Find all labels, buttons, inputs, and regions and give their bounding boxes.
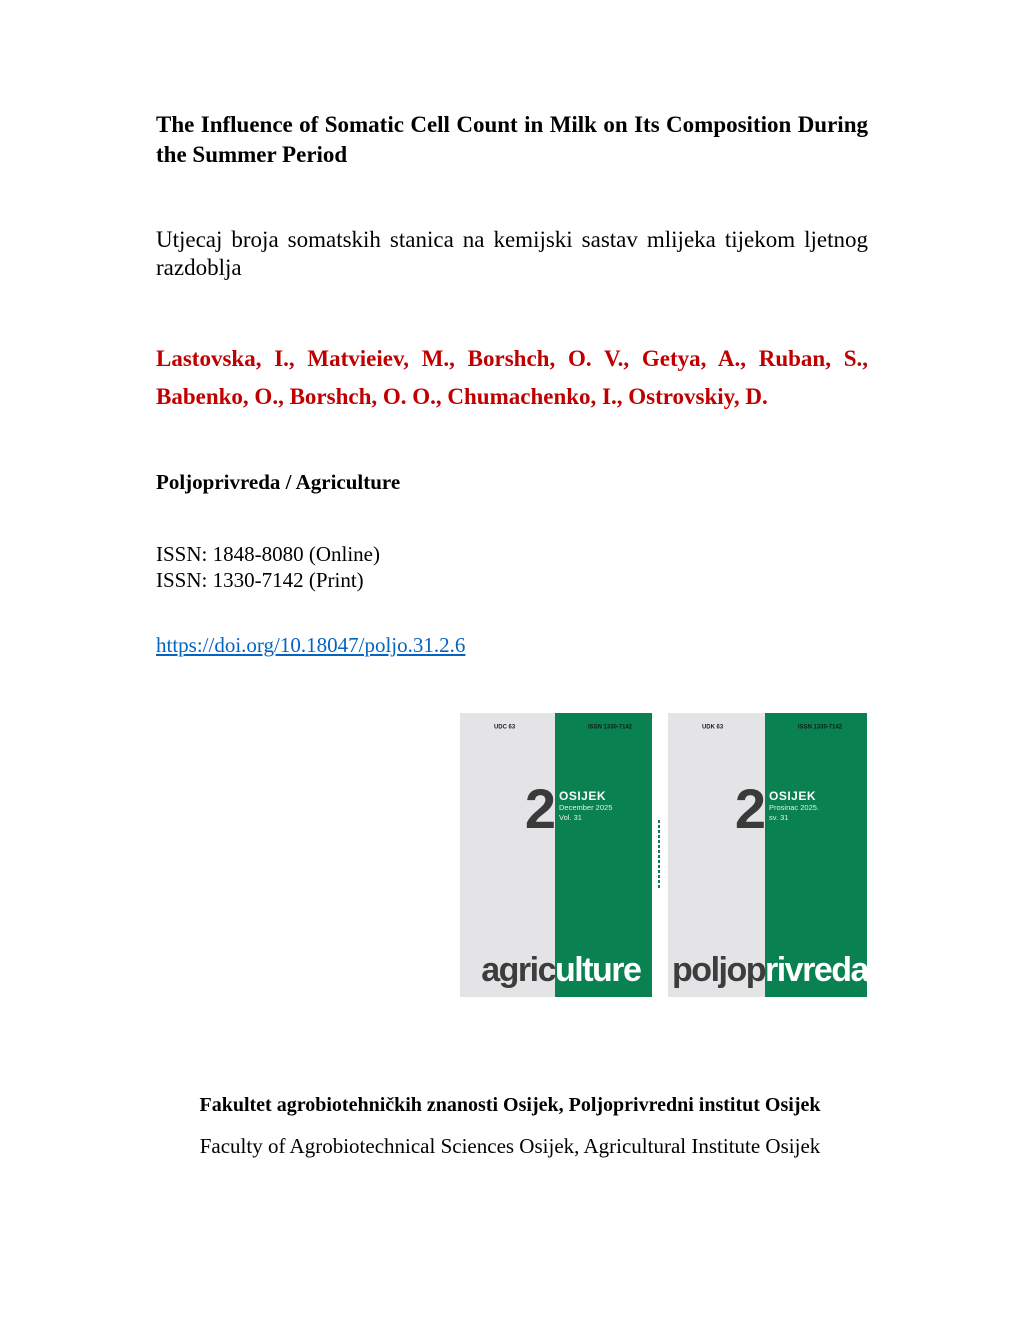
paper-subtitle-croatian: Utjecaj broja somatskih stanica na kemijski sastav mlijeka tijekom ljetnog razdoblja: [156, 227, 868, 280]
authors-list: Lastovska, I., Matvieiev, M., Borshch, O. V., Getya, A., Ruban, S., Babenko, O., Borshch, O. O., Chumachenko, I., Ostrovskiy, D.: [156, 346, 868, 409]
left-cover-issue-meta: [559, 790, 612, 822]
right-cover-udc-label: UDK 63: [702, 724, 724, 730]
wordmark-part-light: ulture: [555, 951, 641, 989]
publisher-english: Faculty of Agrobiotechnical Sciences Osijek, Agricultural Institute Osijek: [199, 1134, 821, 1158]
issn-block: [156, 541, 380, 593]
doi-block: [156, 633, 465, 658]
right-cover-city: OSIJEK: [769, 789, 817, 803]
publisher-croatian: Fakultet agrobiotehničkih znanosti Osijek, Poljoprivredni institut Osijek: [199, 1094, 821, 1116]
right-cover-issue-number: 2: [734, 777, 764, 840]
doi-link[interactable]: https://doi.org/10.18047/poljo.31.2.6: [156, 633, 466, 657]
wordmark-part-dark: poljop: [672, 951, 765, 989]
right-cover-date: Prosinac 2025.: [769, 803, 820, 812]
spine-text: [658, 820, 660, 890]
left-cover-wordmark-agriculture: [469, 952, 640, 988]
left-cover-spine-margin: [652, 713, 668, 997]
left-cover-issn-label: ISSN 1330-7142: [588, 724, 633, 730]
wordmark-part-dark: agric: [481, 951, 555, 989]
right-cover-volume: sv. 31: [769, 813, 789, 822]
left-cover-issue-number: 2: [524, 777, 554, 840]
right-cover-issue-meta: [769, 790, 819, 822]
left-cover-city: OSIJEK: [559, 789, 607, 803]
issn-print: ISSN: 1330-7142 (Print): [156, 568, 364, 592]
journal-cover-images: [460, 713, 867, 997]
wordmark-part-light: rivreda: [765, 951, 868, 989]
issn-online: ISSN: 1848-8080 (Online): [156, 542, 380, 566]
right-cover-issn-label: ISSN 1330-7142: [798, 724, 843, 730]
right-cover-wordmark-poljoprivreda: [672, 952, 868, 988]
journal-name: Poljoprivreda / Agriculture: [156, 470, 401, 494]
left-cover-volume: Vol. 31: [559, 813, 582, 822]
left-cover-udc-label: UDC 63: [494, 724, 516, 730]
paper-title: The Influence of Somatic Cell Count in Milk on Its Composition During the Summer Period: [156, 112, 868, 167]
left-cover-date: December 2025: [559, 803, 613, 812]
